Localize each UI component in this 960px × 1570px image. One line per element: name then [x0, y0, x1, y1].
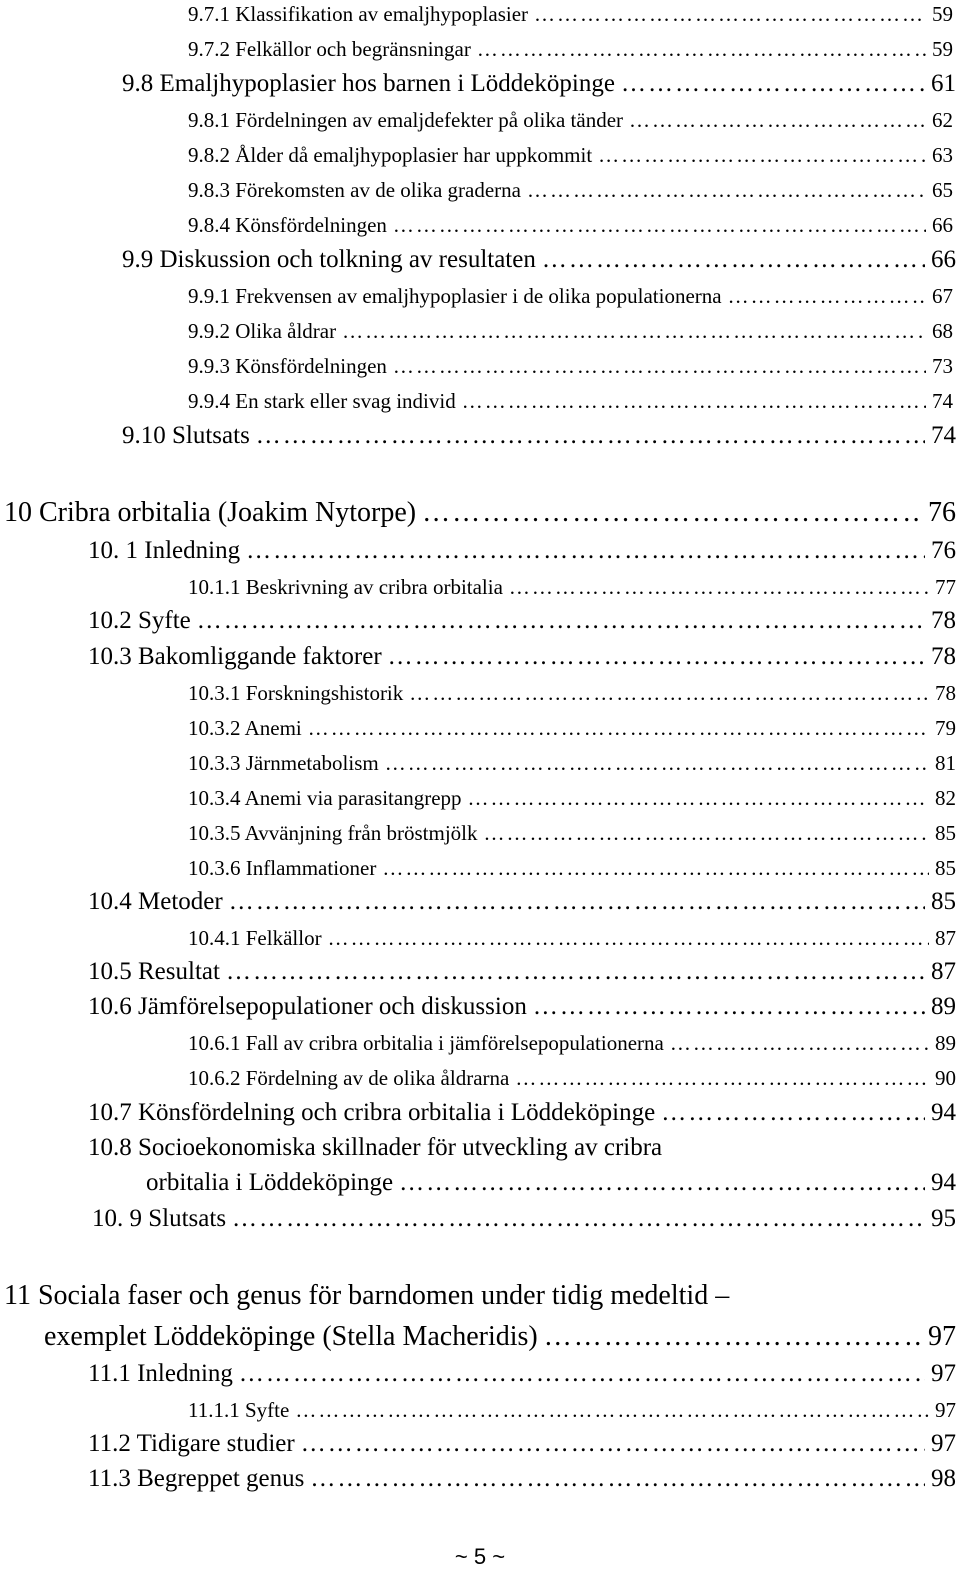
toc-entry[interactable]	[188, 716, 956, 741]
toc-entry[interactable]	[188, 926, 956, 951]
toc-entry-page: 81	[935, 751, 956, 775]
toc-entry-page: 79	[935, 716, 956, 740]
toc-entry[interactable]	[188, 319, 953, 344]
dot-leader	[533, 993, 925, 1021]
toc-entry[interactable]	[188, 108, 953, 133]
toc-entry-page: 87	[935, 926, 956, 950]
dot-leader	[393, 213, 926, 238]
dot-leader	[310, 1465, 925, 1493]
toc-entry-title: 10.1.1 Beskrivning av cribra orbitalia	[188, 575, 503, 599]
toc-entry-page: 59	[932, 37, 953, 61]
toc-entry-title: 10.3 Bakomliggande faktorer	[88, 643, 382, 670]
dot-leader	[544, 1321, 922, 1353]
toc-entry-title: 10. 1 Inledning	[88, 537, 241, 564]
toc-entry-title: 9.8 Emaljhypoplasier hos barnen i Löddeköpinge	[122, 70, 615, 97]
toc-entry[interactable]	[188, 37, 953, 62]
toc-entry-title: 9.8.2 Ålder då emaljhypoplasier har uppkommit	[188, 143, 593, 167]
toc-entry-page: 82	[935, 786, 956, 810]
dot-leader	[388, 643, 925, 671]
toc-entry[interactable]	[88, 958, 956, 986]
toc-entry-title: 10.5 Resultat	[88, 958, 220, 985]
toc-entry-page: 98	[931, 1465, 956, 1492]
toc-entry-page: 97	[931, 1430, 956, 1457]
toc-entry-page: 74	[932, 389, 953, 413]
toc-entry[interactable]	[88, 1360, 956, 1388]
toc-entry-title: 9.8.4 Könsfördelningen	[188, 213, 387, 237]
dot-leader	[728, 284, 926, 309]
toc-entry[interactable]	[188, 389, 953, 414]
dot-leader	[385, 751, 929, 776]
toc-entry[interactable]	[188, 751, 956, 776]
toc-entry-title: 10.6.1 Fall av cribra orbitalia i jämförelsepopulationerna	[188, 1031, 664, 1055]
toc-entry-page: 65	[932, 178, 953, 202]
dot-leader	[308, 716, 929, 741]
dot-leader	[393, 354, 926, 379]
toc-entry-page: 78	[931, 643, 956, 670]
toc-chapter-title-line1[interactable]: 11 Sociala faser och genus för barndomen under tidig medeltid –	[4, 1280, 730, 1311]
toc-entry-page: 85	[935, 821, 956, 845]
dot-leader	[629, 108, 926, 133]
toc-entry-page: 74	[931, 422, 956, 449]
toc-entry[interactable]	[188, 213, 953, 238]
toc-entry[interactable]	[122, 422, 956, 450]
dot-leader	[409, 681, 929, 706]
toc-entry-page: 85	[935, 856, 956, 880]
toc-entry-page: 66	[931, 246, 956, 273]
toc-entry-page: 59	[932, 2, 953, 26]
toc-entry[interactable]	[188, 284, 953, 309]
dot-leader	[509, 575, 929, 600]
toc-entry-page: 78	[931, 607, 956, 634]
dot-leader	[342, 319, 926, 344]
dot-leader	[239, 1360, 925, 1388]
toc-entry[interactable]	[188, 143, 953, 168]
toc-entry-title: 11.1 Inledning	[88, 1360, 233, 1387]
toc-entry-title: 9.10 Slutsats	[122, 422, 250, 449]
toc-entry[interactable]	[88, 643, 956, 671]
toc-chapter[interactable]	[4, 497, 956, 529]
toc-entry[interactable]	[88, 537, 956, 565]
toc-entry[interactable]	[188, 821, 956, 846]
toc-entry[interactable]	[188, 354, 953, 379]
toc-entry-page: 87	[931, 958, 956, 985]
toc-entry[interactable]	[188, 178, 953, 203]
toc-entry-title: 10.3.4 Anemi via parasitangrepp	[188, 786, 462, 810]
dot-leader	[534, 2, 926, 27]
toc-entry-title: 10.6 Jämförelsepopulationer och diskussion	[88, 993, 527, 1020]
dot-leader	[542, 246, 925, 274]
toc-entry[interactable]	[122, 70, 956, 98]
toc-entry-page: 94	[931, 1169, 956, 1196]
toc-entry[interactable]	[188, 1066, 956, 1091]
toc-entry-title-continuation: exemplet Löddeköpinge (Stella Macheridis)	[44, 1321, 538, 1352]
toc-entry-title-line1[interactable]: 10.8 Socioekonomiska skillnader för utveckling av cribra	[88, 1134, 663, 1161]
toc-entry-title: 10.3.2 Anemi	[188, 716, 302, 740]
toc-entry-title: 9.9.4 En stark eller svag individ	[188, 389, 456, 413]
dot-leader	[246, 537, 925, 565]
toc-entry-title: 10.2 Syfte	[88, 607, 191, 634]
dot-leader	[197, 607, 925, 635]
toc-entry-page: 97	[928, 1321, 956, 1352]
toc-entry-title: 9.7.2 Felkällor och begränsningar	[188, 37, 471, 61]
dot-leader	[477, 37, 926, 62]
toc-entry-page: 76	[931, 537, 956, 564]
toc-entry-title: 9.7.1 Klassifikation av emaljhypoplasier	[188, 2, 529, 26]
dot-leader	[232, 1205, 925, 1233]
dot-leader	[468, 786, 929, 811]
toc-entry-title: 9.9.3 Könsfördelningen	[188, 354, 387, 378]
toc-entry-title: 9.8.1 Fördelningen av emaljdefekter på olika tänder	[188, 108, 624, 132]
toc-entry[interactable]	[188, 1398, 956, 1423]
dot-leader	[256, 422, 925, 450]
toc-entry-page: 61	[931, 70, 956, 97]
dot-leader	[621, 70, 925, 98]
page-number: ~ 5 ~	[454, 1544, 506, 1569]
toc-entry-title: 11.2 Tidigare studier	[88, 1430, 295, 1457]
toc-entry-page: 85	[931, 888, 956, 915]
dot-leader	[295, 1398, 929, 1423]
toc-entry-page: 66	[932, 213, 953, 237]
toc-entry[interactable]	[188, 681, 956, 706]
toc-entry-title: 9.8.3 Förekomsten av de olika graderna	[188, 178, 521, 202]
dot-leader	[382, 856, 929, 881]
dot-leader	[598, 143, 926, 168]
toc-entry[interactable]	[88, 1099, 956, 1127]
toc-entry[interactable]	[146, 1169, 956, 1197]
toc-entry-page: 76	[928, 497, 956, 528]
toc-entry-title: 10.3.3 Järnmetabolism	[188, 751, 379, 775]
toc-entry-title: 10. 9 Slutsats	[92, 1205, 227, 1232]
toc-entry-page: 90	[935, 1066, 956, 1090]
toc-entry[interactable]	[188, 786, 956, 811]
dot-leader	[301, 1430, 925, 1458]
toc-entry[interactable]	[88, 1465, 956, 1493]
toc-entry-page: 73	[932, 354, 953, 378]
toc-entry-title-continuation: orbitalia i Löddeköpinge	[146, 1169, 394, 1196]
toc-entry-title: 10.7 Könsfördelning och cribra orbitalia i Löddeköpinge	[88, 1099, 656, 1126]
toc-entry-title: 10.4.1 Felkällor	[188, 926, 322, 950]
toc-entry-title: 11.3 Begreppet genus	[88, 1465, 305, 1492]
toc-entry[interactable]	[88, 1430, 956, 1458]
toc-entry-title: 11.1.1 Syfte	[188, 1398, 290, 1422]
toc-entry-page: 89	[935, 1031, 956, 1055]
dot-leader	[422, 497, 922, 529]
toc-entry-page: 97	[931, 1360, 956, 1387]
toc-entry-title: 10 Cribra orbitalia (Joakim Nytorpe)	[4, 497, 417, 528]
dot-leader	[484, 821, 930, 846]
toc-entry-title: 10.3.1 Forskningshistorik	[188, 681, 404, 705]
toc-entry-page: 63	[932, 143, 953, 167]
dot-leader	[527, 178, 926, 203]
toc-entry-title: 9.9 Diskussion och tolkning av resultaten	[122, 246, 536, 273]
toc-entry-page: 68	[932, 319, 953, 343]
toc-entry[interactable]	[188, 1031, 956, 1056]
toc-entry[interactable]	[188, 2, 953, 27]
toc-entry-title: 10.4 Metoder	[88, 888, 223, 915]
toc-entry-title: 9.9.2 Olika åldrar	[188, 319, 337, 343]
toc-entry[interactable]	[92, 1205, 956, 1233]
toc-chapter[interactable]	[44, 1321, 956, 1353]
toc-entry-title: 10.3.5 Avvänjning från bröstmjölk	[188, 821, 478, 845]
dot-leader	[226, 958, 925, 986]
dot-leader	[399, 1169, 925, 1197]
toc-entry-page: 95	[931, 1205, 956, 1232]
toc-entry-page: 97	[935, 1398, 956, 1422]
toc-entry-page: 67	[932, 284, 953, 308]
toc-entry-title: 10.6.2 Fördelning av de olika åldrarna	[188, 1066, 510, 1090]
toc-entry-title: 10.3.6 Inflammationer	[188, 856, 377, 880]
toc-entry-page: 78	[935, 681, 956, 705]
toc-entry[interactable]	[188, 575, 956, 600]
toc-entry-page: 94	[931, 1099, 956, 1126]
toc-entry[interactable]	[88, 993, 956, 1021]
dot-leader	[229, 888, 925, 916]
dot-leader	[515, 1066, 929, 1091]
dot-leader	[328, 926, 929, 951]
toc-entry[interactable]	[88, 607, 956, 635]
dot-leader	[670, 1031, 929, 1056]
toc-entry[interactable]	[122, 246, 956, 274]
toc-entry-page: 89	[931, 993, 956, 1020]
toc-entry[interactable]	[188, 856, 956, 881]
toc-entry-title: 9.9.1 Frekvensen av emaljhypoplasier i de olika populationerna	[188, 284, 722, 308]
toc-entry-page: 62	[932, 108, 953, 132]
toc-entry[interactable]	[88, 888, 956, 916]
toc-entry-page: 77	[935, 575, 956, 599]
dot-leader	[661, 1099, 925, 1127]
dot-leader	[462, 389, 926, 414]
